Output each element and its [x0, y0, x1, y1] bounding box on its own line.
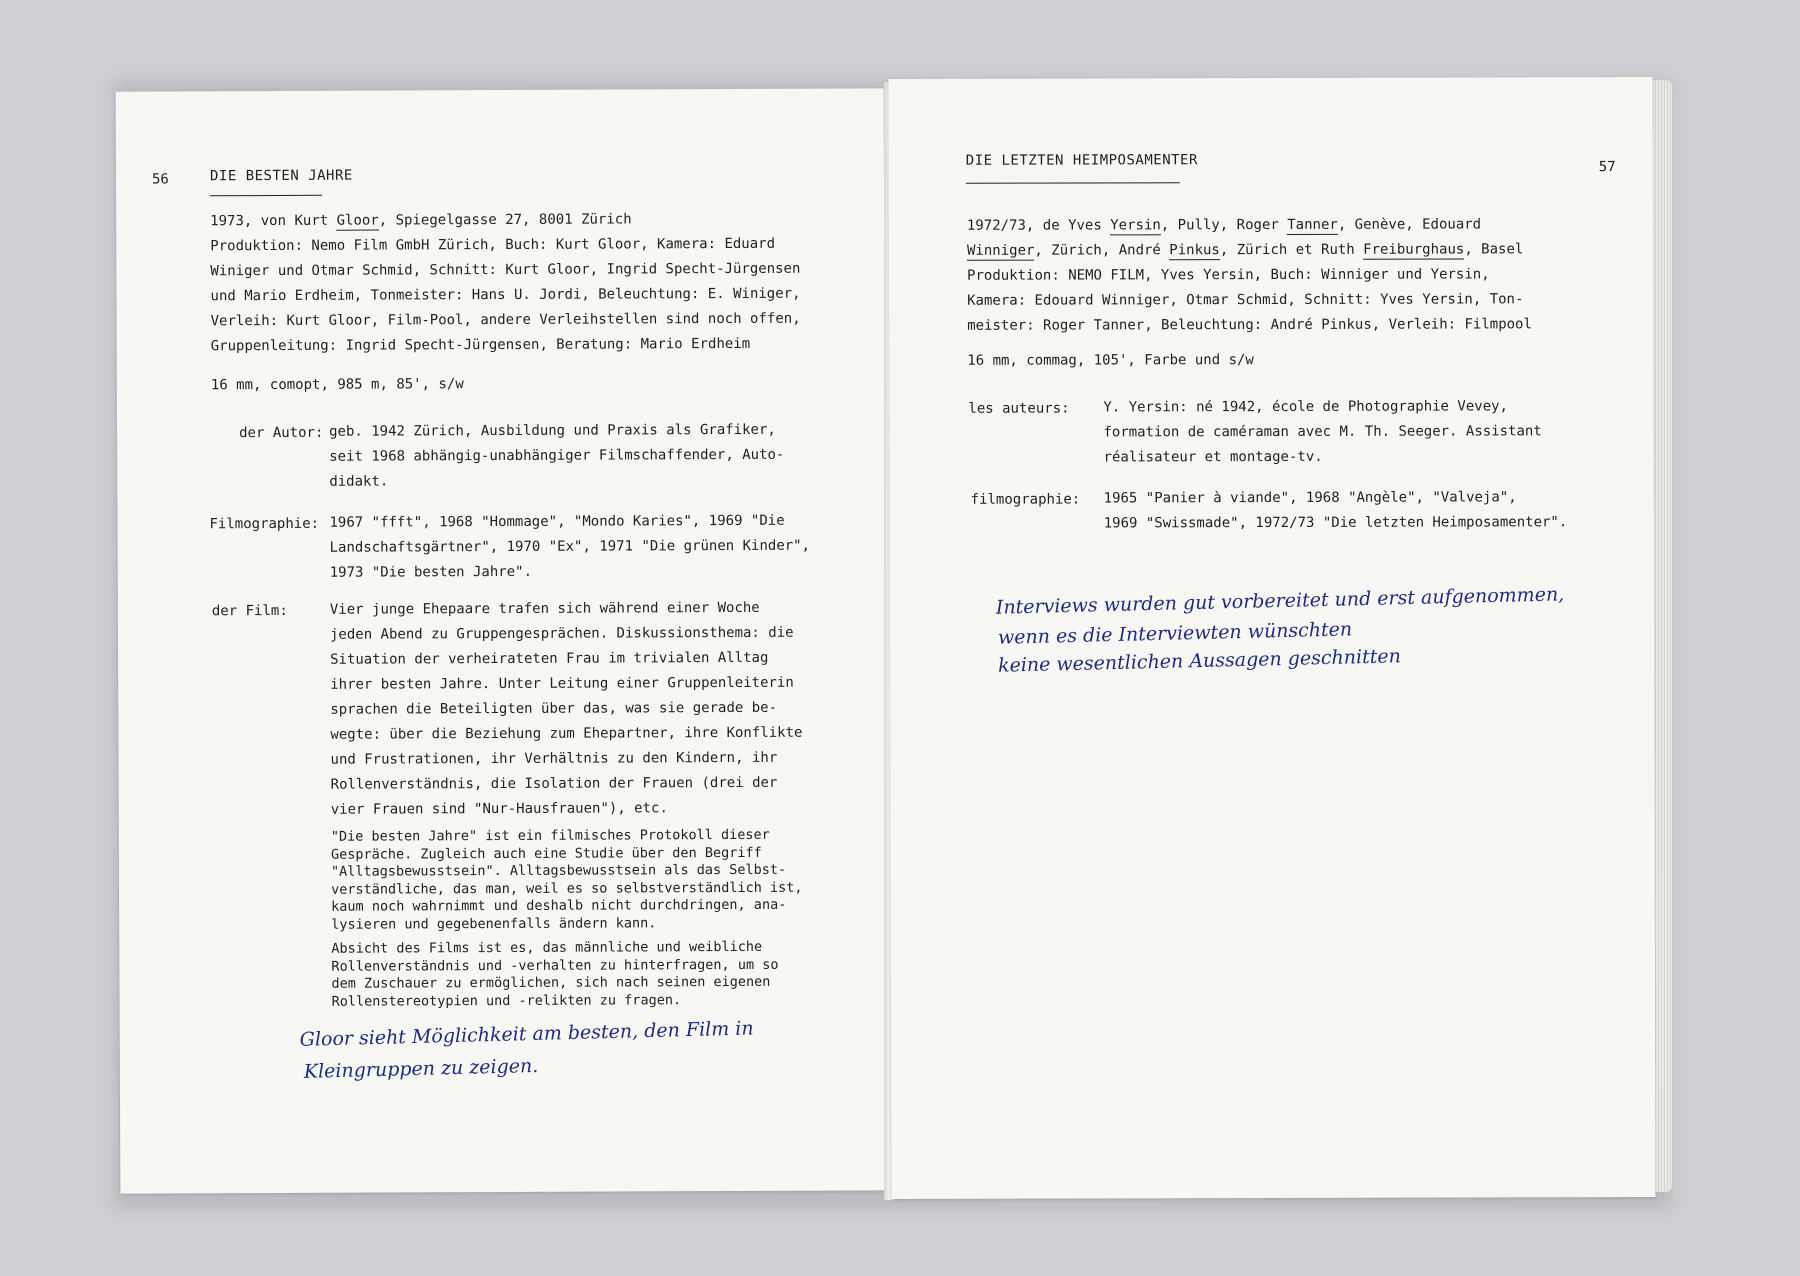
film-format: 16 mm, comopt, 985 m, 85', s/w [210, 376, 464, 394]
authors-line: formation de caméraman avec M. Th. Seeger. Assistant [1103, 423, 1542, 441]
film-line: Rollenverständnis, die Isolation der Frauen (drei der [330, 774, 778, 793]
handwritten-note-line: Interviews wurden gut vorbereitet und erst aufgenommen, [995, 583, 1565, 619]
film-line: ihrer besten Jahre. Unter Leitung einer Gruppenleiterin [330, 674, 794, 693]
film-line: wegte: über die Beziehung zum Ehepartner, ihre Konflikte [330, 724, 803, 743]
film-para2-line: Gespräche. Zugleich auch eine Studie über den Begriff [330, 844, 762, 863]
handwritten-note-line: keine wesentlichen Aussagen geschnitten [997, 645, 1402, 677]
title-underline [966, 182, 1180, 184]
handwritten-note-line: Gloor sieht Möglichkeit am besten, den Film in [299, 1017, 754, 1051]
filmography-label: Filmographie: [209, 515, 320, 533]
left-page-title: DIE BESTEN JAHRE [209, 167, 353, 185]
film-line: sprachen die Beteiligten über das, was sie gerade be- [330, 699, 778, 718]
handwritten-note-line: Kleingruppen zu zeigen. [303, 1054, 539, 1083]
film-label: der Film: [211, 602, 288, 620]
credits-line: Kamera: Edouard Winniger, Otmar Schmid, Schnitt: Yves Yersin, Ton- [967, 291, 1524, 309]
credits-line: Produktion: Nemo Film GmbH Zürich, Buch: Kurt Gloor, Kamera: Eduard [210, 235, 776, 255]
film-line: und Frustrationen, ihr Verhältnis zu den Kindern, ihr [330, 749, 778, 768]
film-para3-line: Absicht des Films ist es, das männliche und weibliche [331, 938, 763, 957]
credits-line-1: 1973, von Kurt Gloor, Spiegelgasse 27, 8001 Zürich [210, 211, 632, 230]
title-underline [210, 195, 322, 196]
authors-line: réalisateur et montage-tv. [1103, 448, 1323, 466]
credits-line: Winiger und Otmar Schmid, Schnitt: Kurt Gloor, Ingrid Specht-Jürgensen [210, 260, 801, 280]
film-para2-line: lysieren und gegebenenfalls ändern kann. [331, 914, 657, 933]
credits-line: meister: Roger Tanner, Beleuchtung: André Pinkus, Verleih: Filmpool [967, 316, 1532, 334]
film-para3-line: Rollenstereotypien und -relikten zu fragen. [331, 991, 682, 1010]
page-number-left: 56 [151, 171, 169, 188]
filmography-line: 1969 "Swissmade", 1972/73 "Die letzten Heimposamenter". [1103, 514, 1568, 532]
film-line: Vier junge Ehepaare trafen sich während einer Woche [329, 599, 760, 618]
page-number-right: 57 [1598, 159, 1616, 176]
authors-line: Y. Yersin: né 1942, école de Photographie Vevey, [1103, 398, 1508, 416]
credits-line-1: 1972/73, de Yves Yersin, Pully, Roger Tanner, Genève, Edouard [966, 216, 1482, 234]
credits-line: und Mario Erdheim, Tonmeister: Hans U. Jordi, Beleuchtung: E. Winiger, [210, 285, 801, 305]
filmography-label: filmographie: [970, 491, 1081, 508]
film-para2-line: verständliche, das man, weil es so selbstverständlich ist, [331, 879, 803, 898]
authors-label: les auteurs: [968, 400, 1070, 417]
right-page [889, 77, 1656, 1199]
film-para2-line: "Alltagsbewusstsein". Alltagsbewusstsein als das Selbst- [330, 861, 787, 880]
credits-line: Gruppenleitung: Ingrid Specht-Jürgensen, Beratung: Mario Erdheim [210, 335, 751, 355]
right-page-title: DIE LETZTEN HEIMPOSAMENTER [965, 152, 1198, 169]
film-para3-line: Rollenverständnis und -verhalten zu hinterfragen, um so [331, 956, 779, 975]
credits-line: Verleih: Kurt Gloor, Film-Pool, andere Verleihstellen sind noch offen, [210, 310, 801, 330]
author-line: seit 1968 abhängig-unabhängiger Filmschaffender, Auto- [329, 446, 785, 465]
handwritten-note-line: wenn es die Interviewten wünschten [997, 618, 1353, 649]
film-para2-line: "Die besten Jahre" ist ein filmisches Protokoll dieser [330, 826, 770, 845]
film-line: vier Frauen sind "Nur-Hausfrauen"), etc. [330, 800, 668, 818]
filmography-line: 1965 "Panier à viande", 1968 "Angèle", "Valveja", [1103, 489, 1517, 507]
author-line: didakt. [329, 473, 389, 490]
left-page [116, 88, 889, 1193]
filmography-line: 1967 "ffft", 1968 "Hommage", "Mondo Karies", 1969 "Die [329, 512, 785, 531]
filmography-line: 1973 "Die besten Jahre". [329, 563, 533, 581]
credits-line: Produktion: NEMO FILM, Yves Yersin, Buch: Winniger und Yersin, [967, 266, 1490, 284]
filmography-line: Landschaftsgärtner", 1970 "Ex", 1971 "Die grünen Kinder", [329, 537, 811, 556]
film-line: jeden Abend zu Gruppengesprächen. Diskussionsthema: die [329, 624, 794, 643]
film-para2-line: kaum noch wahrnimmt und deshalb nicht durchdringen, ana- [331, 896, 787, 915]
film-para3-line: dem Zuschauer zu ermöglichen, sich nach seinen eigenen [331, 973, 771, 992]
author-label: der Autor: [239, 424, 324, 442]
film-line: Situation der verheirateten Frau im trivialen Alltag [330, 649, 769, 668]
author-line: geb. 1942 Zürich, Ausbildung und Praxis als Grafiker, [329, 421, 776, 440]
film-format: 16 mm, commag, 105', Farbe und s/w [967, 352, 1254, 369]
credits-line-2: Winniger, Zürich, André Pinkus, Zürich et Ruth Freiburghaus, Basel [966, 241, 1524, 259]
